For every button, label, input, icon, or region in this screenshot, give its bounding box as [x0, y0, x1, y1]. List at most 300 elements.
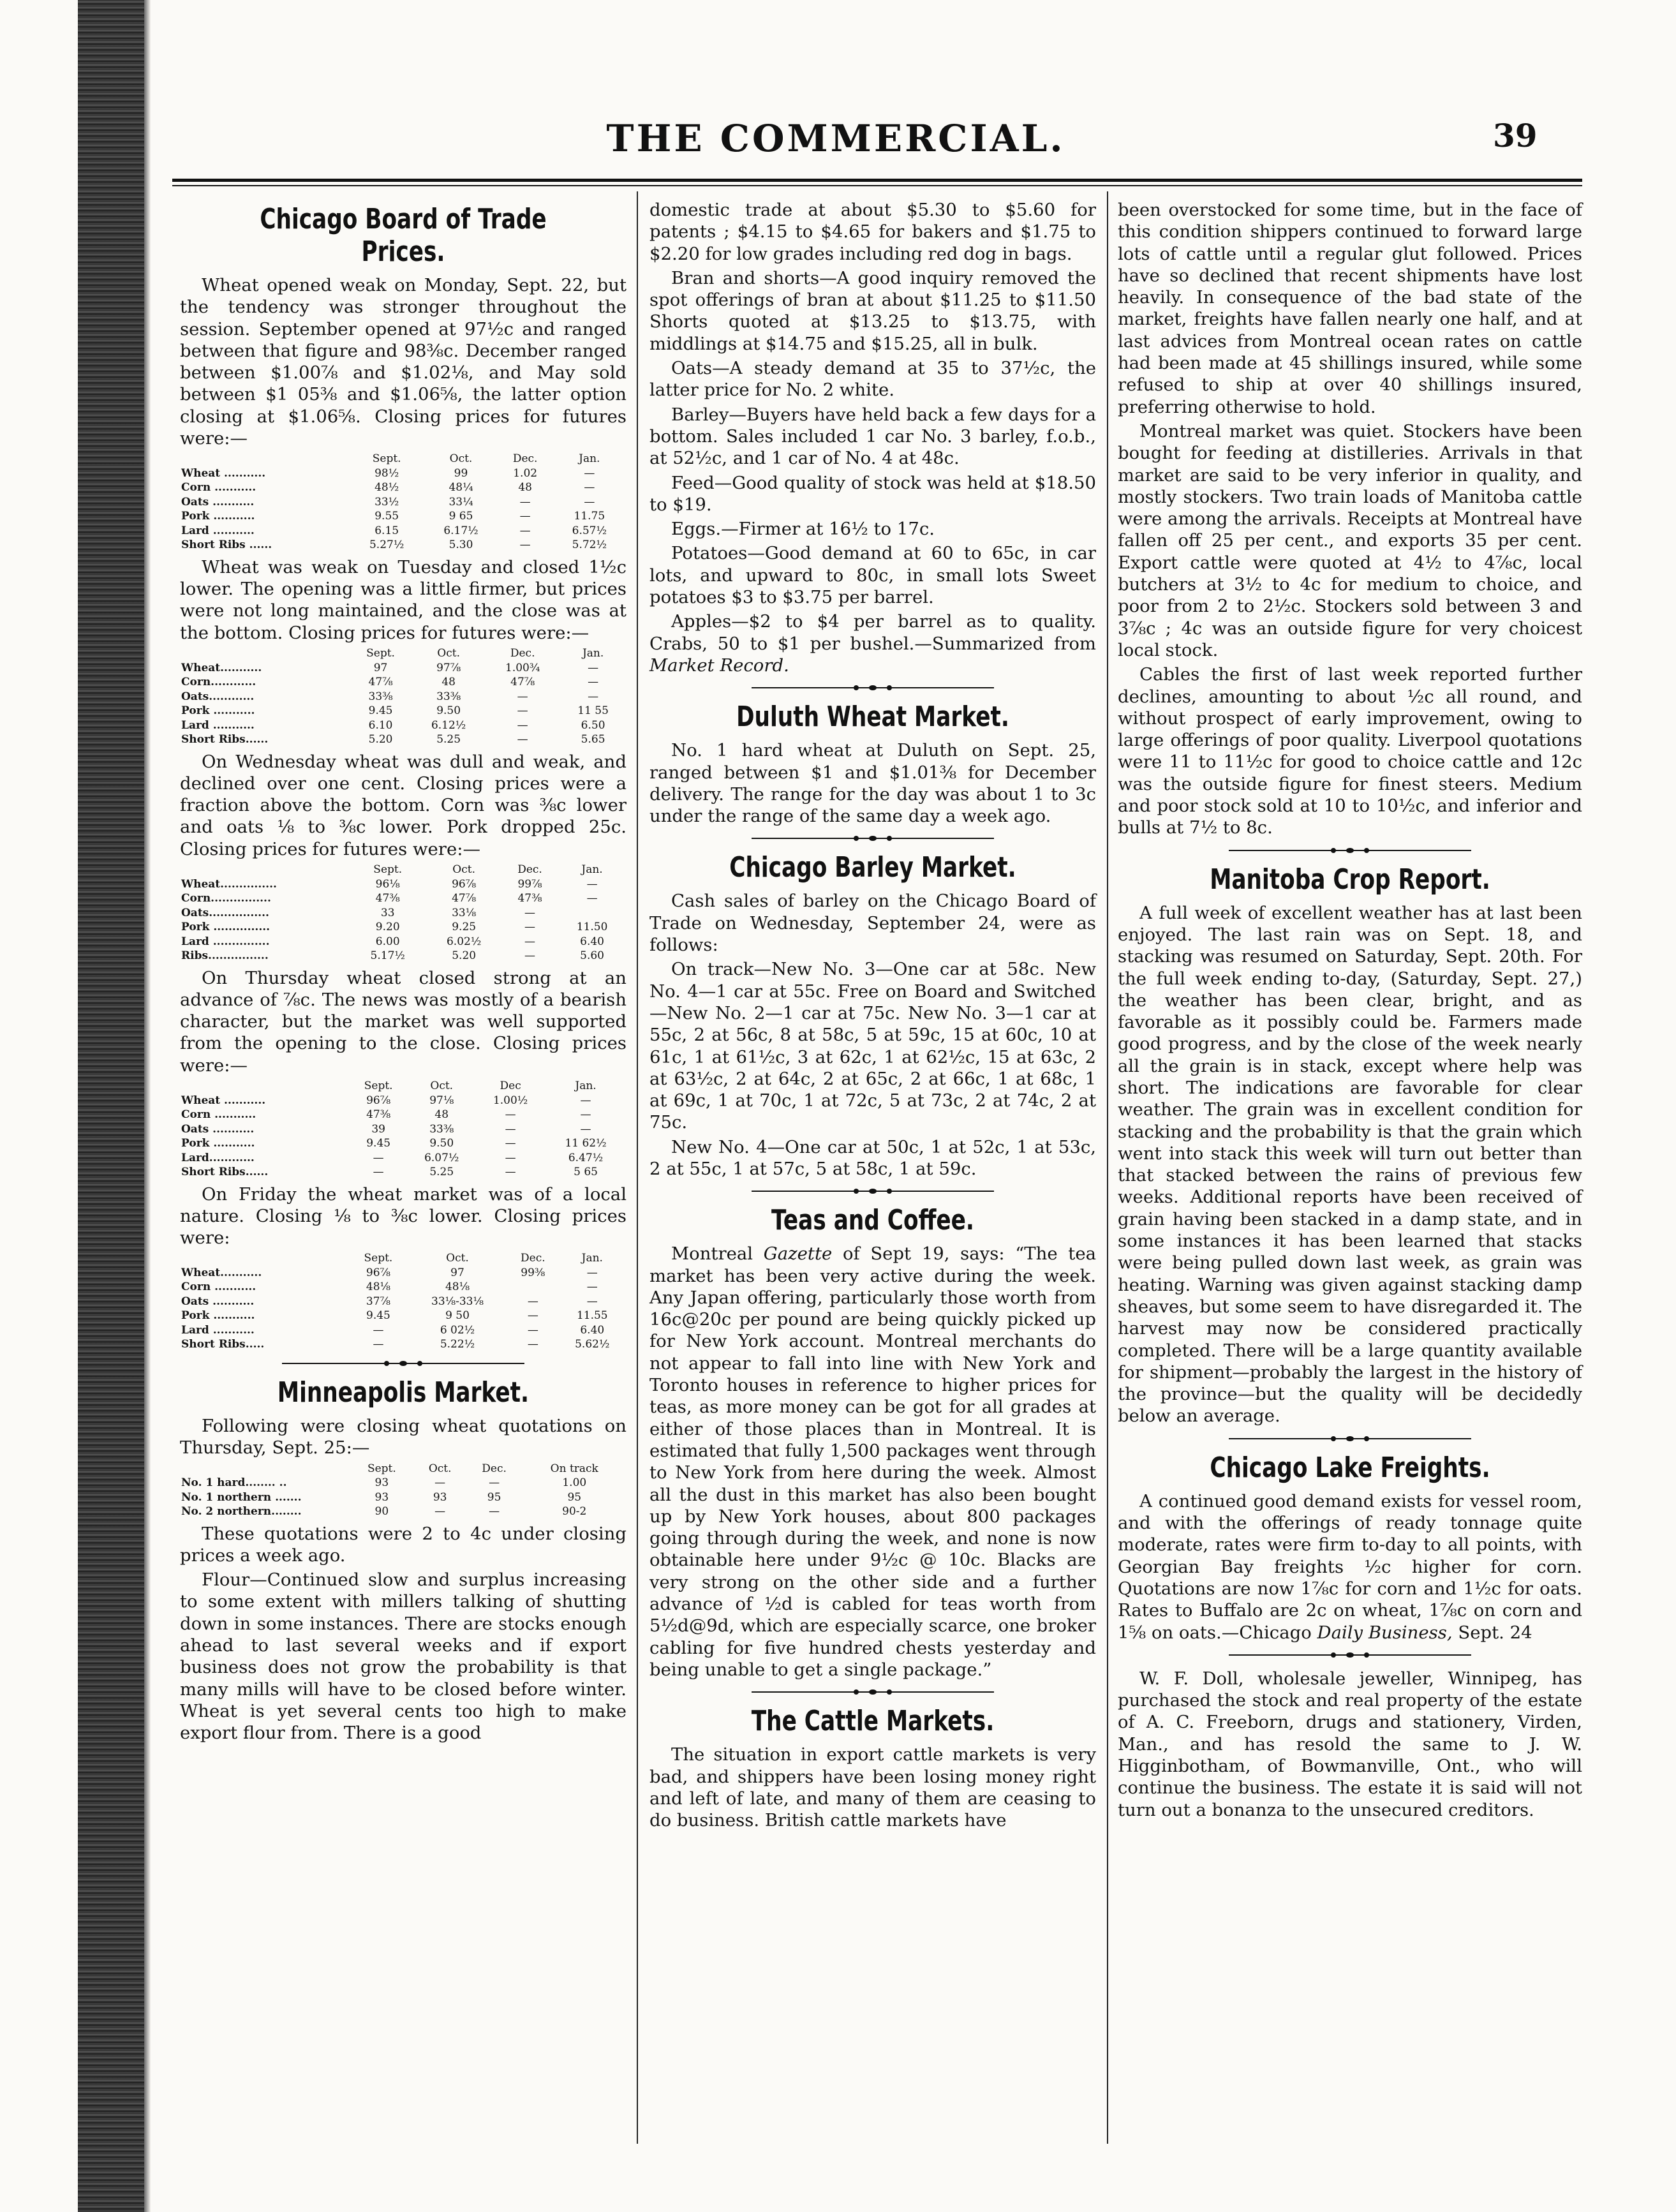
price-cell: 6.50 [581, 718, 605, 732]
price-cell: 11 55 [577, 704, 609, 718]
price-cell: — [588, 690, 599, 703]
price-cell: 9.50 [429, 1137, 454, 1150]
price-cell: 98½ [375, 466, 399, 480]
price-cell: 48 [441, 676, 456, 689]
price-cell: — [527, 1338, 538, 1351]
price-cell: 5.62½ [575, 1338, 610, 1351]
commodity-label: Corn ........... [181, 1108, 256, 1122]
price-cell: — [519, 538, 531, 552]
commodity-label: No. 2 northern........ [181, 1505, 302, 1518]
price-cell: 99 [454, 466, 468, 480]
commodity-label: Corn............ [181, 676, 256, 689]
table-row [180, 1490, 627, 1505]
price-cell: 6.40 [580, 935, 604, 948]
lake-freights-source: Daily Business, [1317, 1622, 1453, 1643]
column-header: Sept. [364, 1080, 393, 1093]
price-cell: — [489, 1505, 500, 1518]
column-header: Oct. [446, 1252, 469, 1265]
table-row [180, 480, 627, 495]
table-row [180, 1108, 627, 1122]
price-cell: — [373, 1323, 384, 1337]
price-cell: 47⅜ [517, 892, 542, 905]
commodity-label: Corn................ [181, 892, 271, 905]
column-header: Sept. [373, 863, 403, 877]
column-header: Oct. [437, 647, 460, 660]
header-rule [172, 179, 1582, 182]
column-header: Dec. [517, 863, 542, 877]
price-cell: 33½ [375, 495, 399, 508]
price-cell: 99⅜ [521, 1266, 545, 1279]
manitoba-paragraph: A full week of excellent weather has at last been enjoyed. The last rain was on Sept. 18, and stacking was resumed on Saturday, Sept. 20th. For the full week ending to-day, (Saturday, Sept. 27,) the weather has been clear, bright, and as favorable as it possibly could be. Farmers made good progress, and by the close of the week nearly all the grain is in stack, except where help was short. The indications are favorable for clear weather. The grain was in excellent condition for stacking and the probability is that the grain which went into stack this week will turn out better than that stacked between the rains of previous few weeks. Additional reports have been received of grain having been stacked in a damp state, and in some instances it has been learned that stacks were being pulled down last week, as grain was heating. Warning was given against stacking damp sheaves, but some seem to have disregarded it. The harvest may now be considered practically completed. There will be a large quantity available for shipment—probably the largest in the history of the province—but the quality will be decidedly below an average. [1118, 902, 1582, 1427]
price-cell: 11.75 [574, 510, 605, 523]
commodity-label: Wheat ........... [181, 466, 266, 480]
commodity-label: Wheat ........... [181, 1094, 266, 1107]
price-cell: 37⅞ [366, 1295, 390, 1308]
price-cell: 97⅛ [429, 1094, 454, 1107]
lake-freights-text: A continued good demand exists for vessel room, and with the offerings of ready tonnage quite moderate, rates were firm to-day to all points, with Georgian Bay freights ½c higher for corn. Quotations are now 1⅞c for corn and 1½c for oats. Rates to Buffalo are 2c on wheat, 1⅞c on corn and 1⅝ on oats.—Chicago [1118, 1490, 1582, 1643]
table-row [180, 495, 627, 510]
section-ornament [752, 1189, 994, 1194]
table-header-row [180, 863, 627, 877]
price-cell: 5.25 [429, 1166, 454, 1179]
cattle-title: The Cattle Markets. [751, 1705, 995, 1738]
cattle-paragraph-1: The situation in export cattle markets is very bad, and shippers have been losing money right and left of late, and many of them are ceasing to do business. British cattle markets have [649, 1744, 1096, 1831]
header-rule-thin [172, 185, 1582, 186]
price-cell: — [584, 466, 595, 480]
table-header-row [180, 1462, 627, 1476]
commodity-label: Wheat............... [181, 877, 277, 891]
price-cell: — [505, 1137, 516, 1150]
table-row [180, 661, 627, 676]
chicago-board-thursday: On Thursday wheat closed strong at an advance of ⅞c. The news was mostly of a bearish character, but the market was well supported from the opening to the close. Closing prices were:— [180, 967, 627, 1076]
price-cell: 33⅜ [429, 1122, 454, 1136]
column-header: Jan. [581, 1252, 603, 1265]
apples-text: Apples—$2 to $4 per barrel as to quality. Crabs, 50 to $1 per bushel.—Summarized from [649, 611, 1096, 654]
price-cell: 5.25 [436, 733, 461, 746]
chicago-barley-intro: Cash sales of barley on the Chicago Board of Trade on Wednesday, September 24, were as follows: [649, 891, 1096, 956]
section-ornament [752, 1689, 994, 1695]
price-cell: 1.00½ [493, 1094, 528, 1107]
price-cell: 95 [487, 1490, 501, 1504]
column-header: Sept. [364, 1252, 393, 1265]
table-row [180, 1165, 627, 1180]
price-cell: 48⅛ [445, 1280, 470, 1294]
price-cell: 93 [375, 1476, 389, 1490]
price-cell: 6 02½ [440, 1323, 475, 1337]
price-cell: 9.45 [366, 1309, 390, 1323]
column-header: Oct. [452, 863, 475, 877]
price-cell: — [588, 676, 599, 689]
column-header: Oct. [449, 452, 473, 466]
price-cell: 47⅞ [368, 676, 393, 689]
column-header: Dec. [512, 452, 538, 466]
price-cell: — [586, 1295, 598, 1308]
commodity-label: Wheat........... [181, 661, 262, 674]
price-cell: — [580, 1108, 591, 1122]
price-cell: 6.15 [375, 524, 399, 537]
price-cell: — [519, 510, 531, 523]
price-cell: 93 [375, 1490, 389, 1504]
duluth-title: Duluth Wheat Market. [736, 701, 1009, 734]
commodity-label: Lard ........... [181, 1323, 255, 1337]
column-header [180, 646, 350, 661]
price-cell: — [584, 495, 595, 508]
chicago-barley-track: On track—New No. 3—One car at 58c. New No. 4—1 car at 55c. Free on Board and Switched—New No. 2—1 car at 75c. New No. 3—1 car at 55c, 2 at 56c, 8 at 58c, 5 at 59c, 15 at 60c, 10 at 61c, 1 at 61½c, 3 at 62c, 1 at 62½c, 15 at 63c, 2 at 63½c, 2 at 64c, 2 at 65c, 2 at 66c, 1 at 68c, 1 at 69c, 1 at 70c, 1 at 72c, 5 at 73c, 2 at 74c, 2 at 75c. [649, 959, 1096, 1133]
price-cell: — [505, 1108, 516, 1122]
potatoes-paragraph: Potatoes—Good demand at 60 to 65c, in car lots, and upward to 80c, in small lots Sweet potatoes $3 to $3.75 per barrel. [649, 543, 1096, 608]
column-header: Oct. [430, 1080, 454, 1093]
commodity-label: Pork ........... [181, 1309, 255, 1323]
minneapolis-note: These quotations were 2 to 4c under closing prices a week ago. [180, 1523, 627, 1566]
section-ornament [1229, 848, 1471, 853]
column-header [180, 452, 350, 466]
price-cell: 39 [371, 1122, 385, 1136]
column-header: Dec. [482, 1462, 507, 1475]
price-cell: — [527, 1309, 538, 1323]
table-row [180, 732, 627, 747]
column-header: On track [550, 1462, 598, 1475]
lake-freights-paragraph [1118, 1490, 1582, 1644]
commodity-label: Pork ........... [181, 510, 255, 523]
commodity-label: Lard ............... [181, 935, 270, 948]
price-cell: 96⅛ [375, 877, 400, 891]
chicago-board-title: Chicago Board of Trade Prices. [260, 203, 547, 268]
price-cell: 5.27½ [369, 538, 404, 552]
price-cell: — [580, 1094, 591, 1107]
teas-title: Teas and Coffee. [771, 1204, 974, 1237]
price-cell: 96⅞ [366, 1094, 391, 1107]
column-header: Jan. [581, 863, 603, 877]
price-cell: — [519, 524, 531, 537]
commodity-label: Pork ............... [181, 921, 271, 934]
price-cell: 33 [380, 906, 395, 919]
commodity-label: Oats ........... [181, 1122, 255, 1136]
price-cell: 9.20 [375, 921, 400, 934]
price-table-friday [180, 1251, 627, 1352]
section-ornament [1229, 1436, 1471, 1441]
column-header: Sept. [372, 452, 401, 466]
price-cell: 48½ [375, 481, 399, 494]
price-cell: 9.45 [366, 1137, 391, 1150]
page-number: 39 [1493, 117, 1538, 154]
price-cell: 5.60 [580, 949, 604, 963]
price-cell: — [505, 1151, 516, 1164]
oats-paragraph: Oats—A steady demand at 35 to 37½c, the latter price for No. 2 white. [649, 358, 1096, 401]
price-cell: 96⅞ [452, 877, 477, 891]
binding-edge [144, 0, 151, 2212]
column-header: Sept. [367, 1462, 396, 1475]
table-row [180, 1122, 627, 1137]
price-cell: — [489, 1476, 500, 1490]
table-row [180, 1266, 627, 1280]
doll-paragraph: W. F. Doll, wholesale jeweller, Winnipeg, has purchased the stock and real property of the estate of A. C. Freeborn, drugs and stationery, Virden, Man., and has resold the same to J. W. Higginbotham, of Bowmanville, Ont., who will continue the business. The estate it is said will not turn out a bonanza to the unsecured creditors. [1118, 1668, 1582, 1820]
price-cell: 48 [434, 1108, 449, 1122]
commodity-label: Ribs................ [181, 949, 269, 963]
price-cell: 6.47½ [568, 1151, 604, 1164]
masthead: THE COMMERCIAL. [606, 117, 1065, 160]
price-cell: 5.17½ [370, 949, 405, 963]
price-cell: — [586, 877, 598, 891]
barley-paragraph: Barley—Buyers have held back a few days for a bottom. Sales included 1 car No. 3 barley, f.o.b., at 52½c, and 1 car of No. 4 at 48c. [649, 404, 1096, 469]
price-cell: 93 [433, 1490, 447, 1504]
table-header-row [180, 452, 627, 466]
commodity-label: Corn ........... [181, 481, 256, 494]
page-binding [78, 0, 144, 2212]
teas-text: of Sept 19, says: “The tea market has been very active during the week. Any Japan offering, particularly those worth from 16c@20c per pound are being quickly picked up for New York account. Montreal merchants do not appear to fall into line with New York and Toronto houses in reference to higher prices for teas, as more money can be got for all grades at either of those places than in Montreal. It is estimated that fully 1,500 packages went through to New York from here during the week. Almost all the dust in this market has also been bought up by New York houses, about 800 packages going through during the week, and none is now obtainable here under 9½c @ 10c. Blacks are very strong on the other side and a further advance of ½d is cabled for teas worth from 5½d@9d, which are especially scarce, one broker cabling for five hundred chests yesterday and being unable to get a single package.” [649, 1243, 1097, 1680]
commodity-label: Lard ........... [181, 718, 255, 732]
price-cell: — [505, 1166, 516, 1179]
price-cell: 9.45 [368, 704, 393, 718]
commodity-label: Corn ........... [181, 1280, 256, 1294]
price-cell: — [586, 1266, 598, 1279]
price-cell: — [373, 1166, 384, 1179]
price-cell: 6.17½ [443, 524, 478, 537]
column-header [180, 1251, 350, 1266]
commodity-label: No. 1 hard........ .. [181, 1476, 287, 1490]
table-header-row [180, 1079, 627, 1094]
commodity-label: Short Ribs..... [181, 1338, 265, 1351]
price-cell: — [588, 661, 599, 674]
column-header: Dec. [510, 647, 535, 660]
commodity-label: Lard ........... [181, 524, 255, 537]
price-table-monday [180, 452, 627, 553]
table-row [180, 949, 627, 963]
price-table-tuesday [180, 646, 627, 747]
cattle-montreal: Montreal market was quiet. Stockers have been bought for feeding at distilleries. Arrivals in that market are said to be very inferior in quality, and mostly stockers. Two train loads of Manitoba cattle were among the arrivals. Receipts at Montreal have fallen off 25 per cent., and exports 35 per cent. Export cattle were quoted at 4½ to 4⅞c, local butchers at 3½ to 4c for medium to choice, and poor from 2 to 2½c. Stockers sold between 3 and 3⅞c ; 4c was an outside figure for very choicest local stock. [1118, 420, 1582, 660]
table-row [180, 1504, 627, 1519]
price-cell: 5.72½ [572, 538, 607, 552]
table-row [180, 1094, 627, 1108]
minneapolis-intro: Following were closing wheat quotations on Thursday, Sept. 25:— [180, 1415, 627, 1459]
price-cell: 9 50 [445, 1309, 470, 1323]
column-header [180, 863, 350, 877]
table-row [180, 906, 627, 921]
cattle-continued: been overstocked for some time, but in the face of this condition shippers continued to forward large lots of cattle until a regular glut followed. Prices have so declined that recent shipments have lost heavily. In consequence of the bad state of the market, freights have fallen nearly one half, and at last advices from Montreal ocean rates on cattle had been made at 45 shillings insured, while some refused to ship at over 40 shillings insured, preferring otherwise to hold. [1118, 200, 1582, 417]
price-cell: 1.00 [562, 1476, 587, 1490]
price-cell: 47⅞ [510, 676, 535, 689]
table-row [180, 509, 627, 524]
commodity-label: Oats ........... [181, 1295, 255, 1308]
price-table-wednesday [180, 863, 627, 963]
price-cell: 9 65 [449, 510, 473, 523]
manitoba-title: Manitoba Crop Report. [1210, 863, 1490, 896]
price-cell: — [580, 1122, 591, 1136]
chicago-board-friday: On Friday the wheat market was of a local nature. Closing ⅛ to ⅜c lower. Closing prices were: [180, 1184, 627, 1249]
price-cell: 5.20 [368, 733, 393, 746]
price-cell: 33⅛-33⅛ [431, 1295, 484, 1308]
table-row [180, 1295, 627, 1309]
price-cell: 6.57½ [572, 524, 607, 537]
commodity-label: Pork ........... [181, 704, 255, 718]
commodity-label: Short Ribs...... [181, 733, 269, 746]
price-cell: 97 [450, 1266, 464, 1279]
table-row [180, 1136, 627, 1151]
table-row [180, 1309, 627, 1323]
price-cell: 97⅞ [436, 661, 461, 674]
price-table-thursday [180, 1079, 627, 1180]
price-cell: — [517, 690, 528, 703]
price-cell: — [434, 1505, 446, 1518]
price-cell: 1.02 [513, 466, 538, 480]
price-cell: — [586, 892, 598, 905]
chicago-board-tuesday: Wheat was weak on Tuesday and closed 1½c lower. The opening was a little firmer, but prices were not long maintained, and the close was at the bottom. Closing prices for futures were:— [180, 556, 627, 643]
price-cell: 90 [375, 1505, 389, 1518]
price-cell: 11 62½ [565, 1137, 607, 1150]
price-cell: 9.25 [452, 921, 477, 934]
price-cell [558, 906, 627, 921]
price-cell: — [586, 1280, 598, 1294]
minneapolis-table [180, 1462, 627, 1519]
price-cell: 48¼ [449, 481, 473, 494]
price-cell: — [527, 1323, 538, 1337]
price-cell: — [517, 733, 528, 746]
price-cell: 33⅛ [452, 906, 477, 919]
teas-text-pre: Montreal [671, 1243, 753, 1265]
table-row [180, 718, 627, 733]
price-cell: 6.10 [368, 718, 393, 732]
table-row [180, 1323, 627, 1338]
table-row [180, 891, 627, 906]
price-cell: 95 [567, 1490, 582, 1504]
price-cell: 47⅜ [366, 1108, 391, 1122]
table-row [180, 704, 627, 718]
column-header [180, 1079, 350, 1094]
price-cell: — [524, 935, 535, 948]
table-row [180, 920, 627, 935]
table-row [180, 466, 627, 481]
price-cell: 47⅜ [375, 892, 400, 905]
teas-paragraph [649, 1243, 1096, 1681]
table-row [180, 690, 627, 704]
table-header-row [180, 646, 627, 661]
price-cell: 5.65 [581, 733, 605, 746]
commodity-label: Short Ribs ...... [181, 538, 272, 552]
price-cell: 5.30 [449, 538, 473, 552]
price-cell: 97 [373, 661, 388, 674]
price-cell: — [434, 1476, 446, 1490]
table-row [180, 675, 627, 690]
apples-paragraph [649, 611, 1096, 676]
commodity-label: Oats ........... [181, 495, 255, 508]
column-header: Jan. [582, 647, 604, 660]
minneapolis-flour: Flour—Continued slow and surplus increasing to some extent with millers talking of shutting down in some instances. There are stocks enough ahead to last several weeks and if export business does not grow the probability is that many mills will have to be closed before winter. Wheat is yet several cents too high to make export flour from. There is a good [180, 1570, 627, 1744]
price-cell: 11.50 [576, 921, 608, 934]
price-cell: 47⅞ [452, 892, 477, 905]
column-header: Dec [500, 1080, 521, 1093]
price-cell: — [527, 1295, 538, 1308]
price-cell: — [373, 1338, 384, 1351]
apples-source: Market Record. [649, 655, 789, 676]
price-cell: — [505, 1122, 516, 1136]
price-cell: 6.00 [375, 935, 400, 948]
column-divider-1 [637, 191, 638, 2144]
price-cell: 99⅞ [517, 877, 542, 891]
lake-freights-date: Sept. 24 [1458, 1622, 1532, 1643]
section-ornament [752, 685, 994, 690]
price-cell: 33⅜ [436, 690, 461, 703]
column-divider-2 [1107, 191, 1108, 2144]
column-header: Oct. [428, 1462, 452, 1475]
commodity-label: Wheat........... [181, 1266, 262, 1279]
price-cell: 6.12½ [431, 718, 466, 732]
bran-shorts: Bran and shorts—A good inquiry removed the spot offerings of bran at about $11.25 to $11.50 Shorts quoted at $13.25 to $13.75, with middlings at $14.75 and $15.25, all in bulk. [649, 267, 1096, 354]
eggs-paragraph: Eggs.—Firmer at 16½ to 17c. [671, 519, 935, 540]
commodity-label: Pork ........... [181, 1137, 255, 1150]
price-cell: — [517, 704, 528, 718]
column-header: Dec. [521, 1252, 545, 1265]
table-row [180, 935, 627, 949]
table-row [180, 1476, 627, 1490]
commodity-label: Short Ribs...... [181, 1166, 269, 1179]
table-row [180, 1280, 627, 1295]
price-cell: 1.00¾ [505, 661, 540, 674]
column-header [180, 1462, 350, 1476]
flour-continued: domestic trade at about $5.30 to $5.60 for patents ; $4.15 to $4.65 for bakers and $1.75 to $2.20 for low grades including red dog in bags. [649, 200, 1096, 264]
price-cell [508, 1280, 558, 1295]
price-cell: — [524, 906, 535, 919]
price-cell: — [517, 718, 528, 732]
price-cell: 9.50 [436, 704, 461, 718]
table-row [180, 538, 627, 553]
chicago-barley-title: Chicago Barley Market. [729, 851, 1016, 884]
table-row [180, 1151, 627, 1166]
teas-source: Gazette [763, 1243, 833, 1265]
price-cell: — [584, 481, 595, 494]
column-header: Sept. [366, 647, 395, 660]
commodity-label: Oats............ [181, 690, 255, 703]
price-cell: 33⅜ [368, 690, 393, 703]
price-cell: 11.55 [576, 1309, 608, 1323]
chicago-board-wednesday: On Wednesday wheat was dull and weak, and declined over one cent. Closing prices were a fraction above the bottom. Corn was ⅜c lower and oats ⅛ to ⅜c lower. Pork dropped 25c. Closing prices for futures were:— [180, 751, 627, 859]
minneapolis-title: Minneapolis Market. [277, 1376, 530, 1409]
column-header: Jan. [579, 452, 600, 466]
chicago-barley-no4: New No. 4—One car at 50c, 1 at 52c, 1 at 53c, 2 at 55c, 1 at 57c, 5 at 58c, 1 at 59c. [649, 1136, 1096, 1179]
price-cell: — [373, 1151, 384, 1164]
column-3 [1118, 199, 1582, 1823]
section-ornament [1229, 1652, 1471, 1658]
cattle-cables: Cables the first of last week reported further declines, amounting to about ½c all round, and without prospect of early improvement, owing to large offerings of poor quality. Liverpool quotations were 11 to 11½c for good to choice cattle and 12c was the outside figure for finest steers. Medium and poor stock sold at 10 to 10½c, and inferior and bulls at 7½ to 8c. [1118, 664, 1582, 838]
table-header-row [180, 1251, 627, 1266]
price-cell: 5 65 [574, 1166, 598, 1179]
duluth-paragraph: No. 1 hard wheat at Duluth on Sept. 25, ranged between $1 and $1.01⅜ for December delivery. The range for the day was about 1 to 3c under the range of the same day a week ago. [649, 740, 1096, 827]
price-cell: 48⅛ [366, 1280, 390, 1294]
price-cell: — [524, 949, 535, 963]
price-cell: 6.07½ [424, 1151, 459, 1164]
price-cell: 9.55 [375, 510, 399, 523]
commodity-label: Oats................ [181, 906, 269, 919]
chicago-board-monday: Wheat opened weak on Monday, Sept. 22, but the tendency was stronger throughout the session. September opened at 97½c and ranged between that figure and 98⅜c. December ranged between $1.00⅞ and $1.02⅛, and May sold between $1 05⅜ and $1.06⅝, the latter option closing at $1.06⅝. Closing prices for futures were:— [180, 275, 627, 449]
commodity-label: No. 1 northern ....... [181, 1490, 302, 1504]
table-row [180, 524, 627, 538]
column-1 [180, 199, 627, 1746]
table-row [180, 877, 627, 892]
column-header: Jan. [575, 1080, 597, 1093]
feed-paragraph: Feed—Good quality of stock was held at $18.50 to $19. [649, 472, 1096, 515]
price-cell: 6.02½ [446, 935, 482, 948]
column-2 [649, 199, 1096, 1834]
table-row [180, 1337, 627, 1352]
section-ornament [752, 836, 994, 841]
lake-freights-title: Chicago Lake Freights. [1210, 1451, 1490, 1484]
price-cell: — [519, 495, 531, 508]
price-cell: 96⅞ [366, 1266, 390, 1279]
section-ornament [282, 1361, 524, 1366]
price-cell: 6.40 [580, 1323, 605, 1337]
price-cell: 33¼ [449, 495, 473, 508]
price-cell: — [524, 921, 535, 934]
price-cell: 5.20 [452, 949, 477, 963]
price-cell: 90-2 [562, 1505, 587, 1518]
